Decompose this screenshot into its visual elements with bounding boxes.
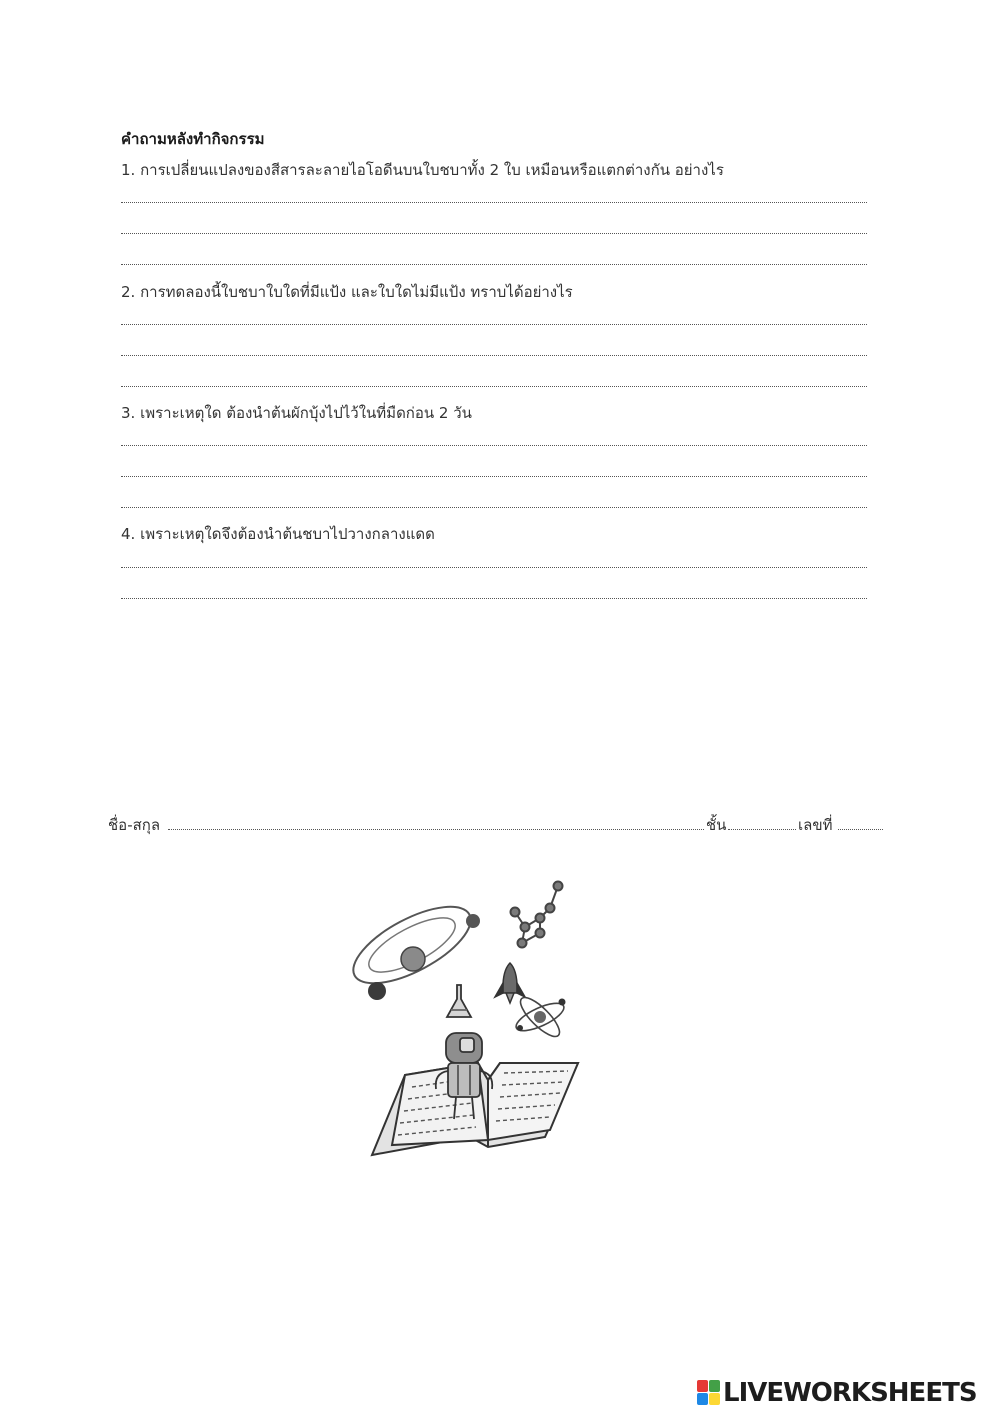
liveworksheets-logo-icon xyxy=(697,1380,721,1406)
answer-line[interactable] xyxy=(121,202,867,203)
question-3: 3. เพราะเหตุใด ต้องนำต้นผักบุ้งไปไว้ในที่มืดก่อน 2 วัน xyxy=(121,404,472,422)
liveworksheets-logo[interactable] xyxy=(697,1378,995,1408)
number-label: เลขที่ xyxy=(798,813,832,837)
question-2: 2. การทดลองนี้ใบชบาใบใดที่มีแป้ง และใบใดไม่มีแป้ง ทราบได้อย่างไร xyxy=(121,283,573,301)
number-field[interactable] xyxy=(838,829,883,830)
answer-line[interactable] xyxy=(121,445,867,446)
logo-text: LIVEWORKSHEETS xyxy=(723,1378,977,1408)
answer-line[interactable] xyxy=(121,233,867,234)
class-field[interactable] xyxy=(728,829,796,830)
science-book-illustration-icon xyxy=(350,875,590,1170)
question-1: 1. การเปลี่ยนแปลงของสีสารละลายไอโอดีนบนใบชบาทั้ง 2 ใบ เหมือนหรือแตกต่างกัน อย่างไร xyxy=(121,161,724,179)
class-label: ชั้น xyxy=(706,813,726,837)
answer-line[interactable] xyxy=(121,476,867,477)
name-label: ชื่อ-สกุล xyxy=(108,813,160,837)
answer-line[interactable] xyxy=(121,324,867,325)
answer-line[interactable] xyxy=(121,507,867,508)
answer-line[interactable] xyxy=(121,567,867,568)
question-4: 4. เพราะเหตุใดจึงต้องนำต้นชบาไปวางกลางแดด xyxy=(121,525,435,543)
answer-line[interactable] xyxy=(121,386,867,387)
worksheet-title: คำถามหลังทำกิจกรรม xyxy=(121,130,265,148)
name-field[interactable] xyxy=(168,829,704,830)
answer-line[interactable] xyxy=(121,264,867,265)
answer-line[interactable] xyxy=(121,598,867,599)
student-info-row xyxy=(108,813,883,835)
answer-line[interactable] xyxy=(121,355,867,356)
